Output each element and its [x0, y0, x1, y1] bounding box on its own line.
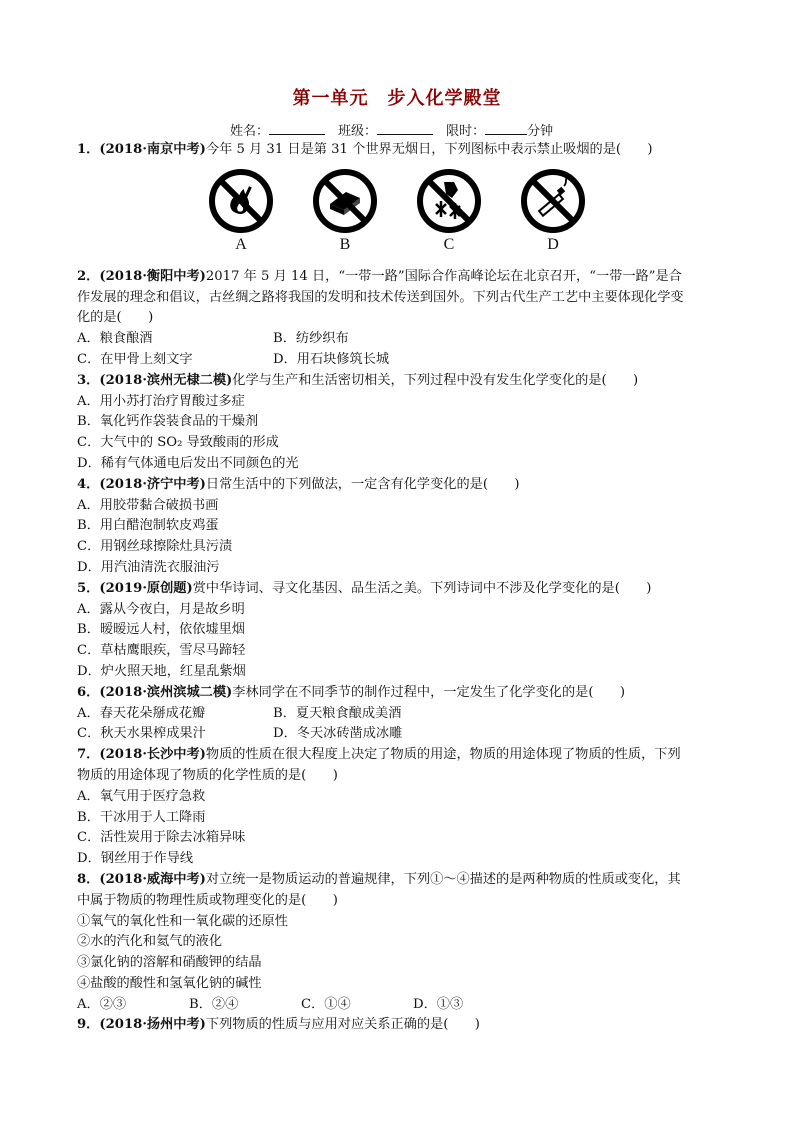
- statement-item: ④盐酸的酸性和氢氧化钠的碱性: [77, 975, 262, 991]
- class-blank[interactable]: [377, 122, 433, 135]
- question-3: 3．(2018·滨州无棣二模)化学与生产和生活密切相关，下列过程中没有发生化学变化的是( ): [77, 372, 639, 388]
- option[interactable]: B．氧化钙作袋装食品的干燥剂: [77, 414, 259, 430]
- question-9: 9．(2018·扬州中考)下列物质的性质与应用对应关系正确的是( ): [77, 1017, 480, 1033]
- question-list: [77, 140, 719, 1036]
- icon-option-d[interactable]: [517, 168, 589, 254]
- icon-option-c[interactable]: [413, 168, 485, 254]
- q1-icon-row: [205, 168, 590, 260]
- question-4: 4．(2018·济宁中考)日常生活中的下列做法，一定含有化学变化的是( ): [77, 476, 520, 492]
- question-1: 1．(2018·南京中考)今年 5 月 31 日是第 31 个世界无烟日，下列图标中表示禁止吸烟的是( ): [77, 142, 653, 157]
- q6-options-row-1: [77, 704, 719, 725]
- name-label: 姓名：: [230, 124, 270, 139]
- option[interactable]: C．秋天水果榨成果汁: [77, 726, 206, 742]
- option[interactable]: A．春天花朵掰成花瓣: [77, 705, 206, 721]
- question-2-line-3: 化的是( ): [77, 310, 154, 326]
- option[interactable]: A．用胶带黏合破损书画: [77, 497, 219, 513]
- option[interactable]: B．干冰用于人工降雨: [77, 809, 206, 825]
- no-fireworks-icon: [416, 168, 482, 234]
- no-stacking-icon: [312, 168, 378, 234]
- statement-item: ③氯化钠的溶解和硝酸钾的结晶: [77, 955, 262, 971]
- question-2: 2．(2018·衡阳中考)2017 年 5 月 14 日，“一带一路”国际合作高峰论坛在北京召开，“一带一路”是合: [77, 268, 682, 284]
- option[interactable]: C．①④: [301, 996, 351, 1012]
- option[interactable]: A．粮食酿酒: [77, 331, 153, 347]
- name-blank[interactable]: [269, 122, 325, 135]
- time-blank[interactable]: [485, 122, 527, 135]
- icon-label: C: [443, 236, 455, 253]
- class-label: 班级：: [338, 124, 378, 139]
- option[interactable]: C．在甲骨上刻文字: [77, 351, 193, 367]
- time-label: 限时：: [446, 124, 486, 139]
- icon-label: B: [339, 236, 351, 253]
- statement-item: ②水的汽化和氦气的液化: [77, 934, 223, 950]
- question-7: 7．(2018·长沙中考)物质的性质在很大程度上决定了物质的用途，物质的用途体现了物质的性质，下列: [77, 747, 681, 763]
- student-info-line: [230, 120, 553, 139]
- option[interactable]: A．露从今夜白，月是故乡明: [77, 601, 245, 617]
- option[interactable]: D．①③: [413, 996, 464, 1012]
- option[interactable]: C．大气中的 SO₂ 导致酸雨的形成: [77, 435, 279, 451]
- option[interactable]: B．暧暧远人村，依依墟里烟: [77, 622, 245, 638]
- option[interactable]: D．稀有气体通电后发出不同颜色的光: [77, 455, 299, 471]
- option[interactable]: B．夏天粮食酿成美酒: [273, 705, 402, 721]
- icon-option-a[interactable]: [205, 168, 277, 254]
- q8-options-row: [77, 995, 719, 1016]
- option[interactable]: C．用钢丝球擦除灶具污渍: [77, 539, 233, 555]
- option[interactable]: D．用石块修筑长城: [273, 351, 390, 367]
- icon-option-b[interactable]: [309, 168, 381, 254]
- q2-options-row-2: [77, 350, 719, 371]
- option[interactable]: A．用小苏打治疗胃酸过多症: [77, 393, 245, 409]
- icon-label: A: [235, 236, 247, 253]
- question-7-line-2: 物质的用途体现了物质的化学性质的是( ): [77, 767, 338, 783]
- page-title: 第一单元 步入化学殿堂: [292, 88, 502, 109]
- icon-label: D: [547, 236, 559, 253]
- option[interactable]: D．钢丝用于作导线: [77, 851, 194, 867]
- option[interactable]: D．炉火照天地，红星乱紫烟: [77, 663, 246, 679]
- question-8-line-2: 中属于物质的物理性质或物理变化的是( ): [77, 892, 338, 908]
- time-unit: 分钟: [527, 124, 554, 139]
- statement-item: ①氧气的氧化性和一氧化碳的还原性: [77, 913, 288, 929]
- option[interactable]: B．②④: [189, 996, 239, 1012]
- q2-options-row-1: [77, 329, 719, 350]
- question-8: 8．(2018·威海中考)对立统一是物质运动的普遍规律，下列①～④描述的是两种物质的性质或变化，其: [77, 871, 681, 887]
- q6-options-row-2: [77, 724, 719, 745]
- option[interactable]: C．草枯鹰眼疾，雪尽马蹄轻: [77, 643, 246, 659]
- question-6: 6．(2018·滨州滨城二模)李林同学在不同季节的制作过程中，一定发生了化学变化的是( ): [77, 684, 626, 700]
- option[interactable]: B．纺纱织布: [273, 331, 349, 347]
- no-fire-icon: [208, 168, 274, 234]
- no-smoking-icon: [520, 168, 586, 234]
- option[interactable]: D．冬天冰砖凿成冰雕: [273, 726, 403, 742]
- option[interactable]: D．用汽油清洗衣服油污: [77, 559, 220, 575]
- option[interactable]: C．活性炭用于除去冰箱异味: [77, 830, 246, 846]
- option[interactable]: B．用白醋泡制软皮鸡蛋: [77, 518, 219, 534]
- question-5: 5．(2019·原创题)赏中华诗词、寻文化基因、品生活之美。下列诗词中不涉及化学变化的是( ): [77, 580, 652, 596]
- option[interactable]: A．②③: [77, 996, 127, 1012]
- option[interactable]: A．氧气用于医疗急救: [77, 788, 206, 804]
- question-2-line-2: 作发展的理念和倡议，古丝绸之路将我国的发明和技术传送到国外。下列古代生产工艺中主要体现化学变: [77, 289, 684, 305]
